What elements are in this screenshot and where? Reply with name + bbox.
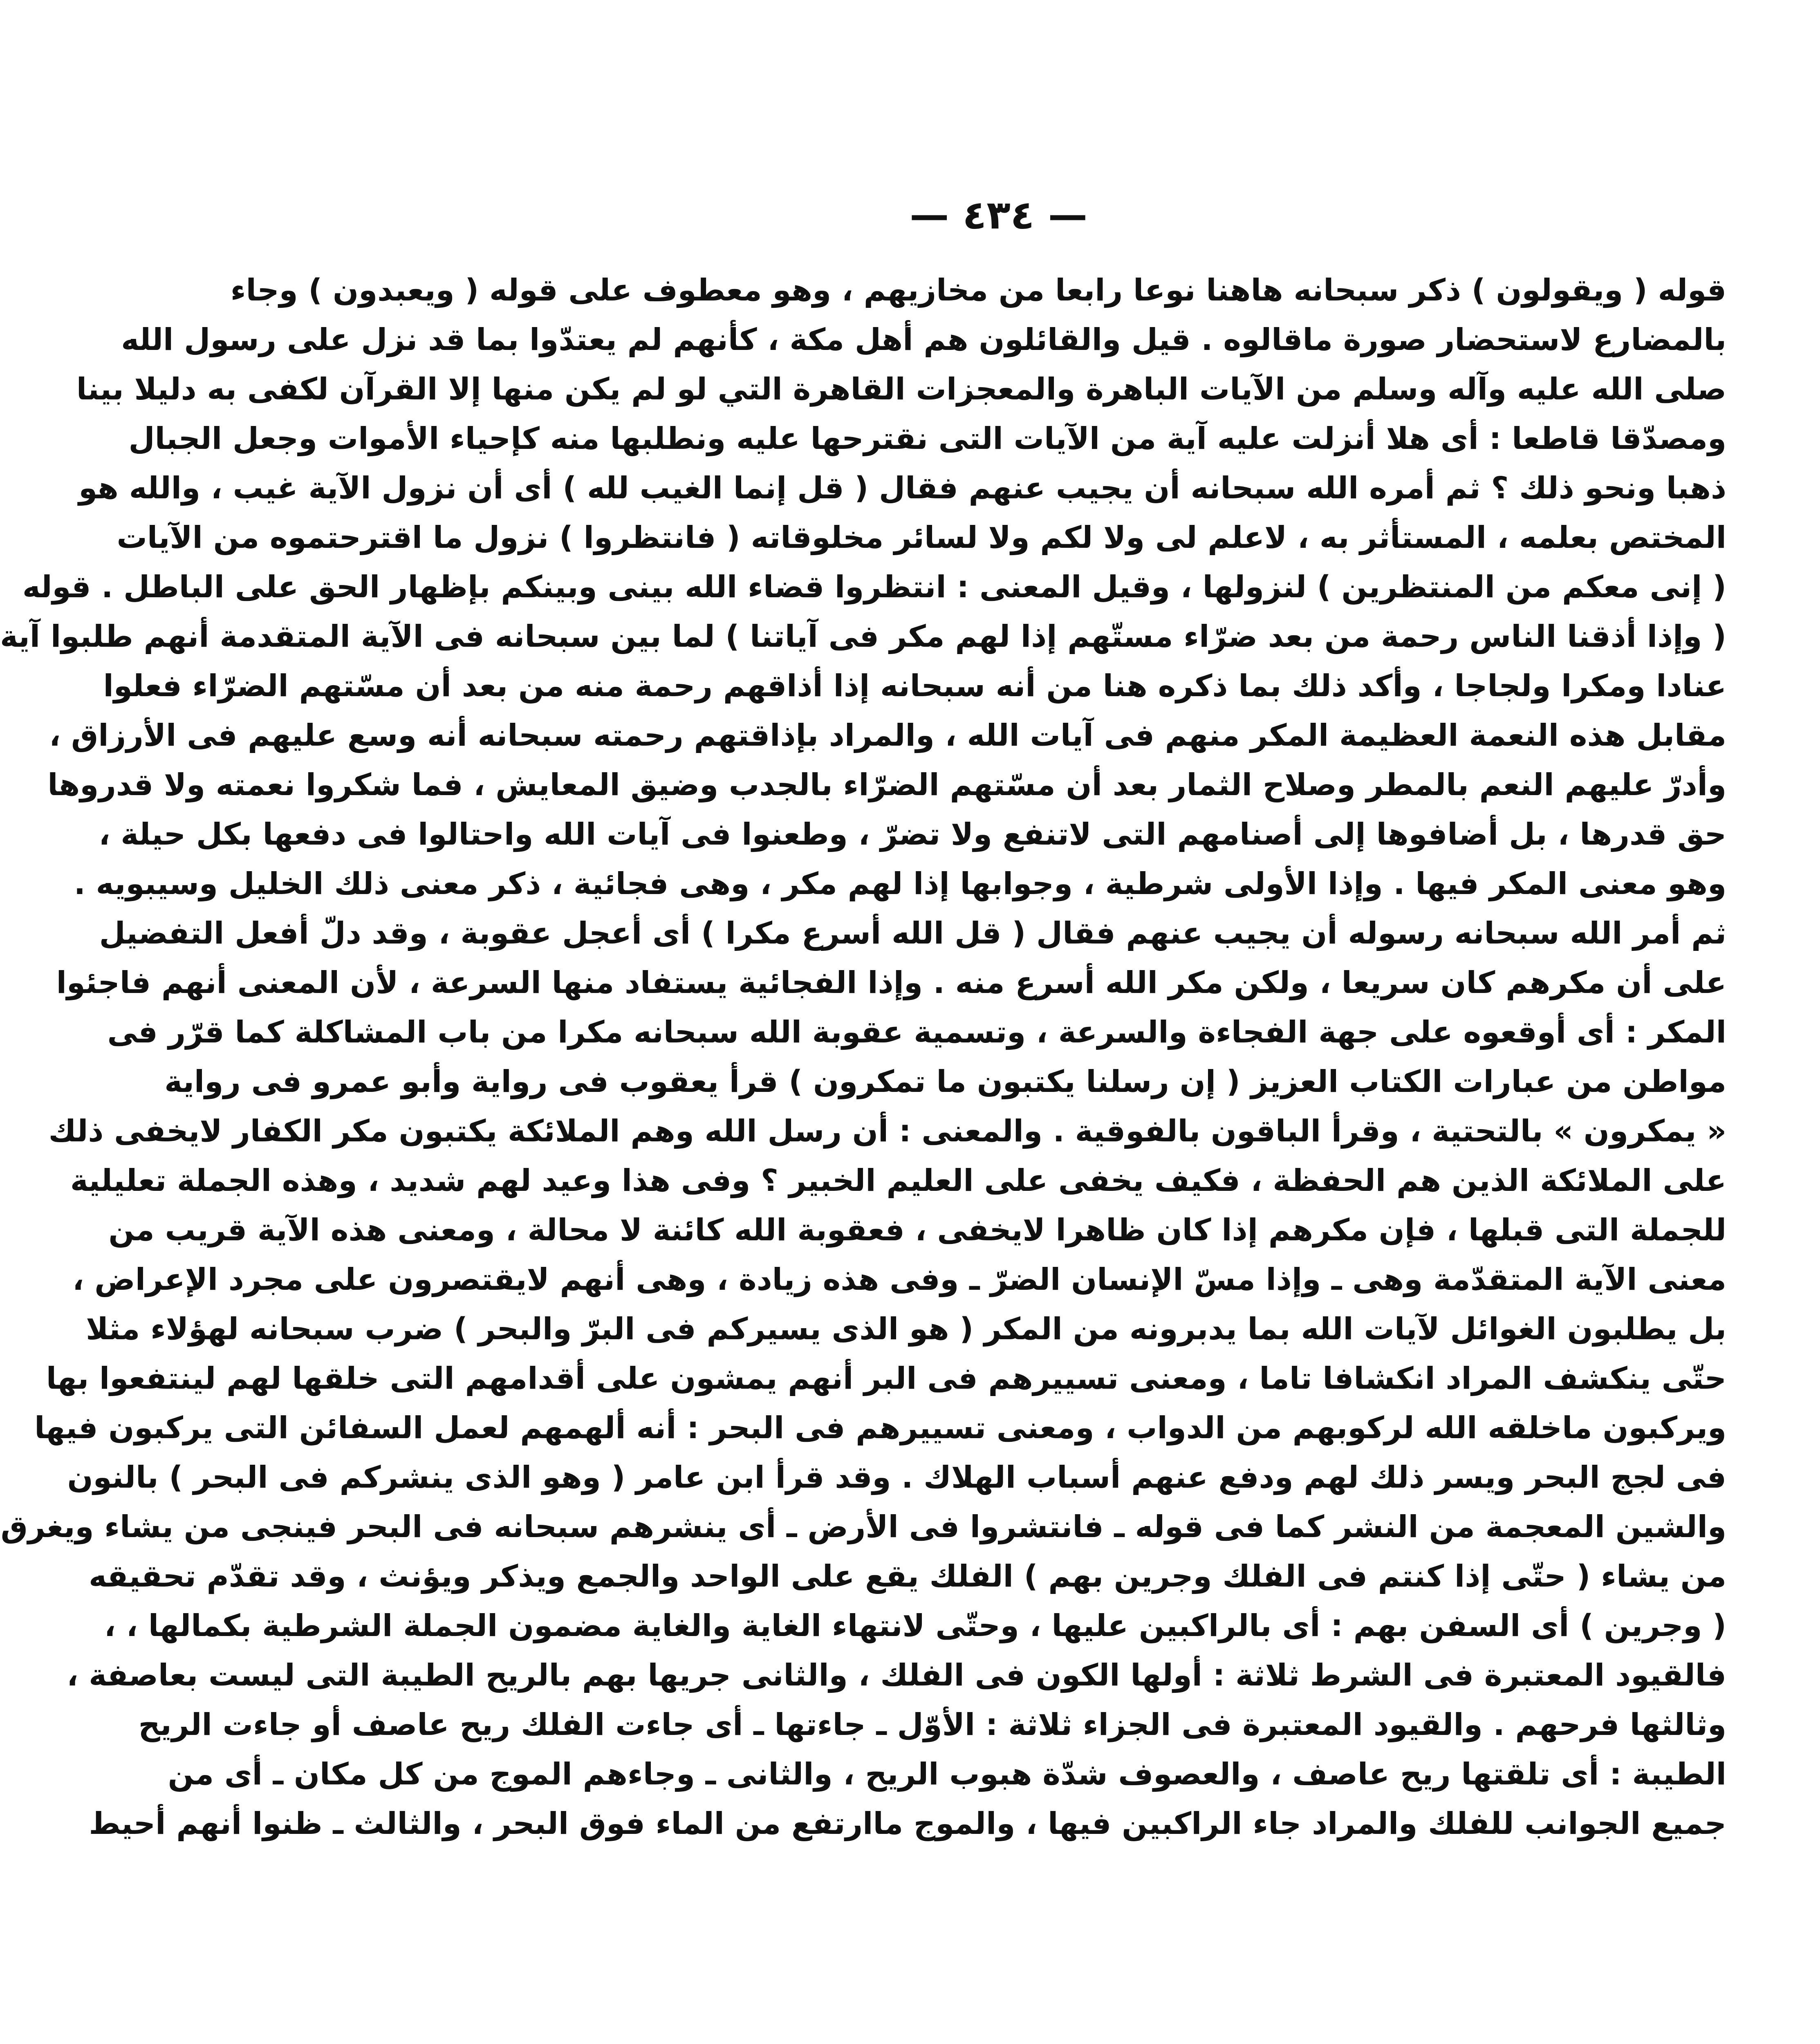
text-line: جميع الجوانب للفلك والمراد جاء الراكبين فيها ، والموج ماارتفع من الماء فوق البحر ، والثالث ـ ظنوا أنهم أحيط [89, 1806, 1726, 1841]
text-line: ( وجرين ) أى السفن بهم : أى بالراكبين عليها ، وحتّى لانتهاء الغاية والغاية مضمون الجملة الشرطية بكمالها ، ، [104, 1608, 1726, 1643]
text-line: الطيبة : أى تلقتها ريح عاصف ، والعصوف شدّة هبوب الريح ، والثانى ـ وجاءهم الموج من كل مكان ـ أى من [168, 1757, 1726, 1792]
text-line: ( وإذا أذقنا الناس رحمة من بعد ضرّاء مستّهم إذا لهم مكر فى آياتنا ) لما بين سبحانه فى الآية المتقدمة أنهم طلبوا آية [0, 619, 1726, 654]
text-line: صلى الله عليه وآله وسلم من الآيات الباهرة والمعجزات القاهرة التي لو لم يكن منها إلا القرآن لكفى به دليلا بينا [76, 372, 1726, 407]
text-line: المختص بعلمه ، المستأثر به ، لاعلم لى ولا لكم ولا لسائر مخلوقاته ( فانتظروا ) نزول ما اقترحتموه من الآيات [117, 520, 1726, 555]
text-line: معنى الآية المتقدّمة وهى ـ وإذا مسّ الإنسان الضرّ ـ وفى هذه زيادة ، وهى أنهم لايقتصرون على مجرد الإعراض ، [72, 1262, 1726, 1297]
text-line: « يمكرون » بالتحتية ، وقرأ الباقون بالفوقية . والمعنى : أن رسل الله وهم الملائكة يكتبون مكر الكفار لايخفى ذلك [48, 1114, 1726, 1149]
text-line: حق قدرها ، بل أضافوها إلى أصنامهم التى لاتنفع ولا تضرّ ، وطعنوا فى آيات الله واحتالوا فى دفعها بكل حيلة ، [99, 817, 1726, 852]
text-line: والشين المعجمة من النشر كما فى قوله ـ فانتشروا فى الأرض ـ أى ينشرهم سبحانه فى البحر فينجى من يشاء ويغرق [0, 1509, 1726, 1544]
text-line: عنادا ومكرا ولجاجا ، وأكد ذلك بما ذكره هنا من أنه سبحانه إذا أذاقهم رحمة منه من بعد أن مسّتهم الضرّاء فعلوا [103, 668, 1726, 704]
text-line: للجملة التى قبلها ، فإن مكرهم إذا كان ظاهرا لايخفى ، فعقوبة الله كائنة لا محالة ، ومعنى هذه الآية قريب من [108, 1213, 1726, 1248]
text-line: من يشاء ( حتّى إذا كنتم فى الفلك وجرين بهم ) الفلك يقع على الواحد والجمع ويذكر ويؤنث ، وقد تقدّم تحقيقه [89, 1559, 1726, 1594]
text-line: ثم أمر الله سبحانه رسوله أن يجيب عنهم فقال ( قل الله أسرع مكرا ) أى أعجل عقوبة ، وقد دلّ أفعل التفضيل [99, 916, 1726, 951]
text-line: وأدرّ عليهم النعم بالمطر وصلاح الثمار بعد أن مسّتهم الضرّاء بالجدب وضيق المعايش ، فما شكروا نعمته ولا قدروها [47, 767, 1726, 802]
text-line: فى لجج البحر ويسر ذلك لهم ودفع عنهم أسباب الهلاك . وقد قرأ ابن عامر ( وهو الذى ينشركم فى البحر ) بالنون [67, 1460, 1726, 1495]
text-line: ويركبون ماخلقه الله لركوبهم من الدواب ، ومعنى تسييرهم فى البحر : أنه ألهمهم لعمل السفائن التى يركبون فيها [34, 1410, 1726, 1446]
text-line: ومصدّقا قاطعا : أى هلا أنزلت عليه آية من الآيات التى نقترحها عليه ونطلبها منه كإحياء الأموات وجعل الجبال [128, 421, 1726, 456]
text-line: بل يطلبون الغوائل لآيات الله بما يدبرونه من المكر ( هو الذى يسيركم فى البرّ والبحر ) ضرب سبحانه لهؤلاء مثلا [86, 1311, 1726, 1347]
text-line: المكر : أى أوقعوه على جهة الفجاءة والسرعة ، وتسمية عقوبة الله سبحانه مكرا من باب المشاكلة كما قرّر فى [107, 1015, 1726, 1050]
text-line: وهو معنى المكر فيها . وإذا الأولى شرطية ، وجوابها إذا لهم مكر ، وهى فجائية ، ذكر معنى ذلك الخليل وسيبويه . [74, 866, 1726, 901]
text-line: قوله ( ويقولون ) ذكر سبحانه هاهنا نوعا رابعا من مخازيهم ، وهو معطوف على قوله ( ويعبدون ) وجاء [230, 273, 1726, 308]
text-line: مواطن من عبارات الكتاب العزيز ( إن رسلنا يكتبون ما تمكرون ) قرأ يعقوب فى رواية وأبو عمرو فى رواية [164, 1064, 1726, 1099]
page-number: — ٤٣٤ — [910, 192, 1087, 238]
body-text [0, 266, 1726, 1849]
text-line: وثالثها فرحهم . والقيود المعتبرة فى الجزاء ثلاثة : الأوّل ـ جاءتها ـ أى جاءت الفلك ريح عاصف أو جاءت الريح [138, 1707, 1726, 1742]
text-line: فالقيود المعتبرة فى الشرط ثلاثة : أولها الكون فى الفلك ، والثانى جريها بهم بالريح الطيبة التى ليست بعاصفة ، [67, 1658, 1726, 1693]
text-line: على أن مكرهم كان سريعا ، ولكن مكر الله أسرع منه . وإذا الفجائية يستفاد منها السرعة ، لأن المعنى أنهم فاجئوا [56, 965, 1726, 1000]
text-line: مقابل هذه النعمة العظيمة المكر منهم فى آيات الله ، والمراد بإذاقتهم رحمته سبحانه أنه وسع عليهم فى الأرزاق ، [49, 718, 1726, 753]
text-line: حتّى ينكشف المراد انكشافا تاما ، ومعنى تسييرهم فى البر أنهم يمشون على أقدامهم التى خلقها لهم لينتفعوا بها [46, 1361, 1726, 1396]
text-line: ذهبا ونحو ذلك ؟ ثم أمره الله سبحانه أن يجيب عنهم فقال ( قل إنما الغيب لله ) أى أن نزول الآية غيب ، والله هو [78, 471, 1726, 506]
text-line: على الملائكة الذين هم الحفظة ، فكيف يخفى على العليم الخبير ؟ وفى هذا وعيد لهم شديد ، وهذه الجملة تعليلية [70, 1163, 1726, 1198]
text-line: بالمضارع لاستحضار صورة ماقالوه . قيل والقائلون هم أهل مكة ، كأنهم لم يعتدّوا بما قد نزل على رسول الله [121, 322, 1726, 357]
text-line: ( إنى معكم من المنتظرين ) لنزولها ، وقيل المعنى : انتظروا قضاء الله بينى وبينكم بإظهار الحق على الباطل . قوله [22, 569, 1726, 605]
